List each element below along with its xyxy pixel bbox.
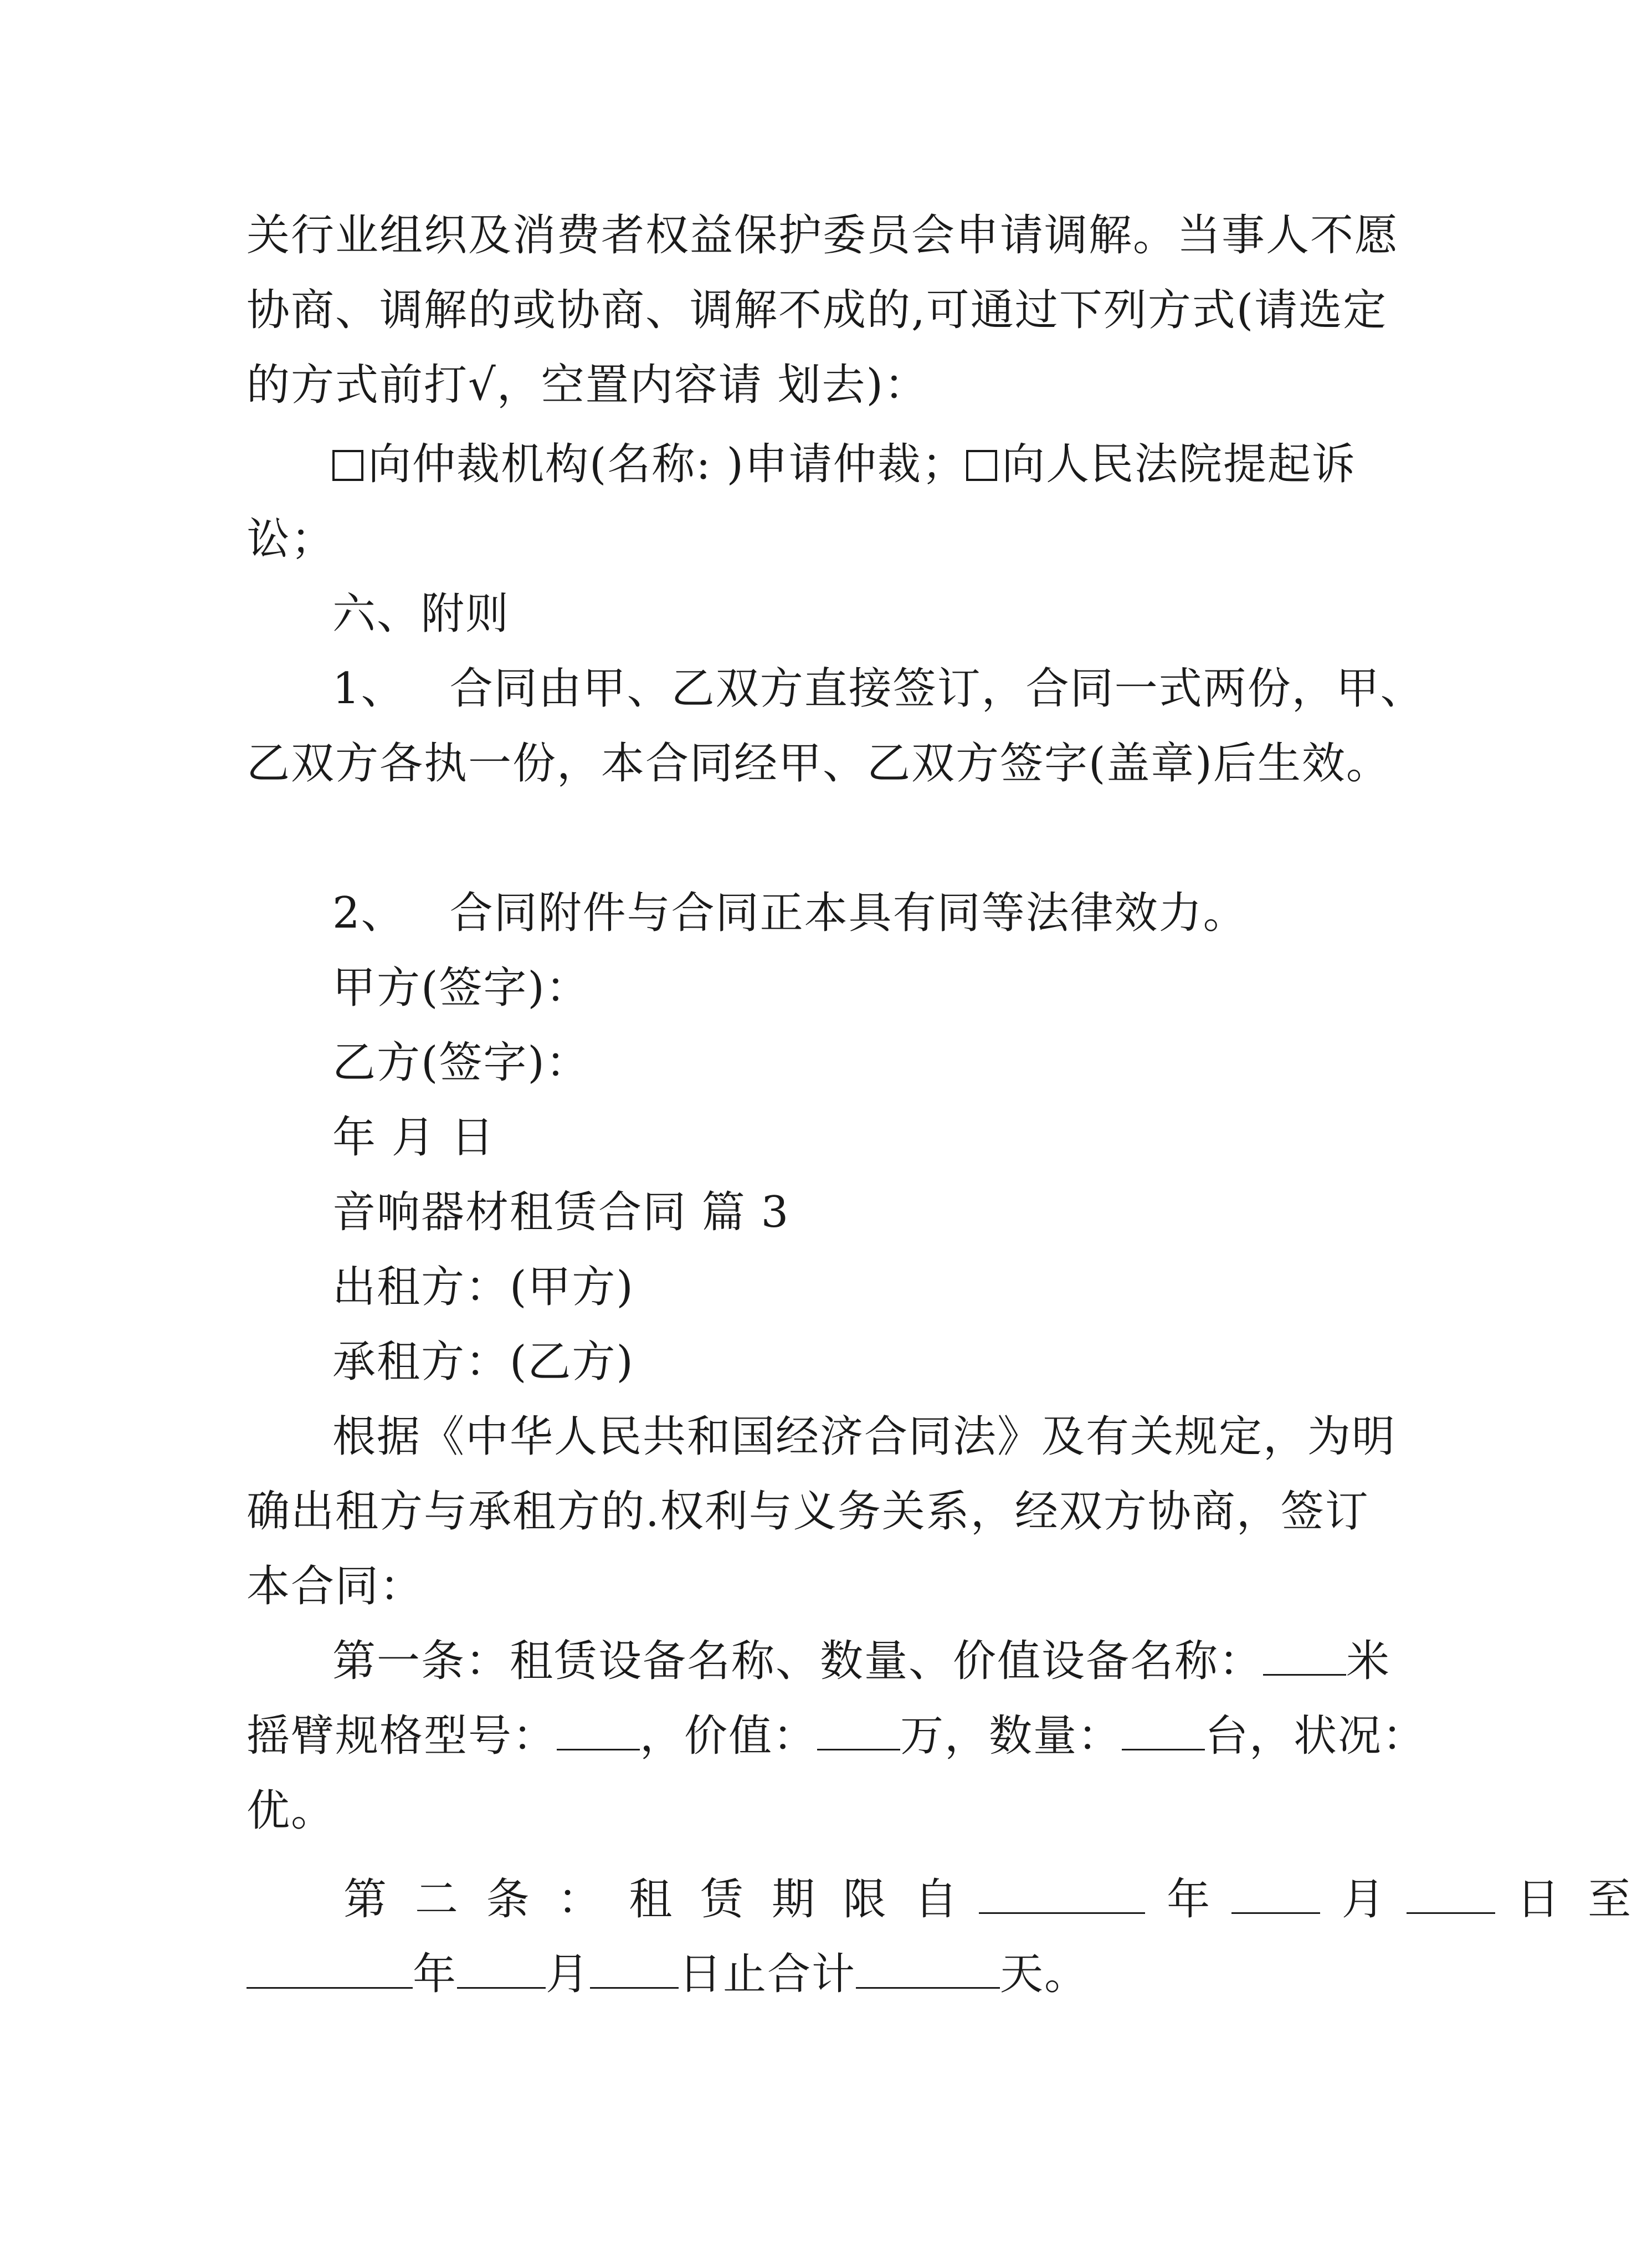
article-2-char: 条 [486, 1875, 531, 1924]
paragraph-line: 确出租方与承租方的.权利与义务关系，经双方协商，签订 [247, 1487, 1369, 1537]
paragraph-line: 优。 [247, 1786, 336, 1836]
article-1-text: 第一条：租赁设备名称、数量、价值设备名称： [332, 1636, 1264, 1686]
paragraph-line: 的方式前打√，空置内容请 划去)： [247, 360, 928, 410]
article-1-text: ，价值： [640, 1711, 818, 1761]
clause-text: 合同附件与合同正本具有同等法律效力。 [449, 888, 1248, 938]
article-2-char: 月 [1341, 1875, 1386, 1924]
paragraph-line: 根据《中华人民共和国经济合同法》及有关规定，为明 [332, 1412, 1397, 1462]
article-2-text: 月 [546, 1949, 591, 1999]
article-1-text: 万，数量： [900, 1711, 1122, 1761]
blank-field[interactable] [1263, 1635, 1346, 1676]
article-2-char: 限 [843, 1875, 887, 1924]
article-1-unit: 米 [1346, 1636, 1391, 1686]
lessor-line: 出租方：(甲方) [332, 1262, 634, 1312]
article-2-char: 日 [1516, 1875, 1561, 1924]
paragraph-line: 协商、调解的或协商、调解不成的,可通过下列方式(请选定 [247, 285, 1388, 335]
article-2-char: 年 [1167, 1875, 1212, 1924]
blank-field[interactable] [557, 1710, 640, 1750]
article-2-char: 租 [629, 1875, 674, 1924]
article-1-line [247, 1708, 1426, 1764]
blank-field[interactable] [1231, 1873, 1320, 1914]
option-court-label: 向人民法院提起诉 [1001, 439, 1356, 489]
clause-number: 1、 [332, 664, 406, 714]
blank-field[interactable] [817, 1710, 900, 1750]
clause-text: 合同由甲、乙双方直接签订，合同一式两份，甲、 [449, 664, 1425, 714]
blank-field[interactable] [457, 1948, 546, 1989]
lessee-line: 承租方：(乙方) [332, 1337, 634, 1387]
clause-1-line [332, 661, 1425, 716]
dispute-options-line [332, 437, 1356, 492]
article-2-char: 第 [343, 1875, 388, 1924]
contract-title: 音响器材租赁合同 篇 3 [332, 1187, 790, 1237]
section-heading: 六、附则 [332, 589, 510, 639]
blank-field[interactable] [856, 1948, 1000, 1989]
article-2-char: 二 [414, 1875, 459, 1924]
paragraph-line: 关行业组织及消费者权益保护委员会申请调解。当事人不愿 [247, 211, 1399, 260]
signature-date: 年 月 日 [332, 1113, 495, 1163]
paragraph-line: 乙双方各执一份，本合同经甲、乙双方签字(盖章)后生效。 [247, 739, 1390, 789]
blank-field[interactable] [1407, 1873, 1495, 1914]
article-2-char: 期 [771, 1875, 816, 1924]
article-2-text: 日止合计 [679, 1949, 856, 1999]
article-2-line [247, 1947, 1089, 2002]
paragraph-line: 讼； [247, 514, 336, 564]
article-2-text: 天。 [1000, 1949, 1089, 1999]
blank-field[interactable] [247, 1948, 413, 1989]
article-2-char: ： [557, 1875, 602, 1924]
checkbox-arbitration[interactable] [332, 450, 363, 481]
option-arbitration-label: 向仲裁机构(名称: )申请仲裁； [368, 439, 966, 489]
checkbox-court[interactable] [966, 450, 997, 481]
party-b-signature: 乙方(签字)： [332, 1038, 590, 1088]
clause-2-line [332, 885, 1248, 941]
article-2-char: 赁 [700, 1875, 745, 1924]
blank-field[interactable] [1122, 1710, 1205, 1750]
blank-field[interactable] [979, 1873, 1145, 1914]
article-2-char: 至 [1588, 1875, 1632, 1924]
article-2-line [343, 1872, 1632, 1927]
article-1-text: 台，状况： [1205, 1711, 1427, 1761]
article-2-text: 年 [413, 1949, 458, 1999]
party-a-signature: 甲方(签字)： [332, 963, 590, 1013]
blank-field[interactable] [590, 1948, 679, 1989]
article-2-char: 自 [914, 1875, 959, 1924]
article-1-line [332, 1634, 1390, 1689]
article-1-text: 摇臂规格型号： [247, 1711, 557, 1761]
paragraph-line: 本合同： [247, 1562, 424, 1611]
clause-number: 2、 [332, 888, 406, 938]
